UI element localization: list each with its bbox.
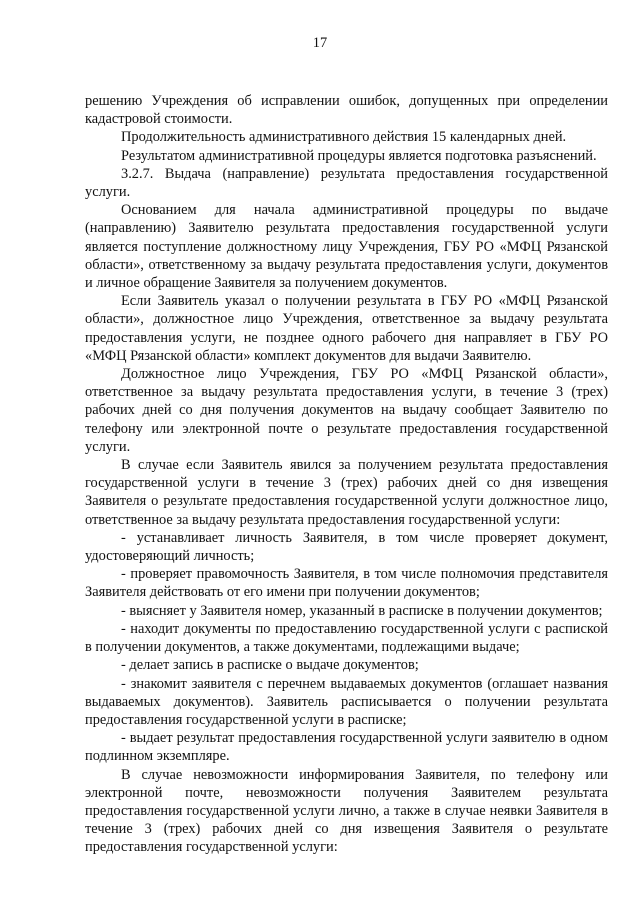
list-item-find-documents: - находит документы по предоставлению государственной услуги с распиской в получении документов, а также документами, подлежащими выдаче;	[85, 620, 608, 656]
paragraph-basis: Основанием для начала административной процедуры по выдаче (направлению) Заявителю результата предоставления государственной услуги является поступление должностному лицу Учреждения, ГБУ РО «МФЦ Рязанской области», ответственному за выдачу результата предоставления услуги, документов и личное обращение Заявителя за получением документов.	[85, 202, 608, 292]
paragraph-duration: Продолжительность административного действия 15 календарных дней.	[121, 129, 567, 146]
paragraph-mfc-delivery: Если Заявитель указал о получении результата в ГБУ РО «МФЦ Рязанской области», должностное лицо Учреждения, ответственное за выдачу результата предоставления услуги, не позднее одного рабочего дня направляет в ГБУ РО «МФЦ Рязанской области» комплект документов для выдачи Заявителю.	[85, 293, 608, 364]
body-text	[85, 92, 608, 857]
page-number: 17	[312, 35, 328, 51]
list-item-receipt-number: - выясняет у Заявителя номер, указанный в расписке в получении документов;	[121, 602, 603, 619]
paragraph-applicant-appeared: В случае если Заявитель явился за получением результата предоставления государственной услуги в течение 3 (трех) рабочих дней со дня извещения Заявителя о результате предоставления государственной услуги должностное лицо, ответственное за выдачу результата предоставления государственной услуги:	[85, 457, 608, 528]
list-item-issue: - выдает результат предоставления государственной услуги заявителю в одном подлинном экземпляре.	[85, 730, 608, 765]
paragraph-impossibility: В случае невозможности информирования Заявителя, по телефону или электронной почте, невозможности получения Заявителем результата предоставления государственной услуги лично, а также в случае неявки Заявителя в течение 3 (трех) рабочих дней со дня извещения Заявителя о результате предоставления государственной услуги:	[85, 766, 608, 856]
paragraph-result: Результатом административной процедуры является подготовка разъяснений.	[121, 147, 597, 164]
list-item-authority: - проверяет правомочность Заявителя, в том числе полномочия представителя Заявителя действовать от его имени при получении документов;	[85, 566, 608, 601]
list-item-identity: - устанавливает личность Заявителя, в том числе проверяет документ, удостоверяющий личность;	[85, 529, 608, 565]
list-item-familiarize: - знакомит заявителя с перечнем выдаваемых документов (оглашает названия выдаваемых документов). Заявитель расписывается о получении результата предоставления государственной услуги в расписке;	[85, 675, 608, 728]
paragraph-notification: Должностное лицо Учреждения, ГБУ РО «МФЦ Рязанской области», ответственное за выдачу результата предоставления услуги, в течение 3 (трех) рабочих дней со дня получения документов на выдачу сообщает Заявителю по телефону или электронной почте о результате предоставления государственной услуги.	[85, 366, 608, 455]
list-item-record: - делает запись в расписке о выдаче документов;	[121, 657, 419, 674]
section-heading-3-2-7: 3.2.7. Выдача (направление) результата предоставления государственной услуги.	[85, 165, 608, 201]
paragraph-continuation: решению Учреждения об исправлении ошибок, допущенных при определении кадастровой стоимости.	[85, 93, 608, 128]
